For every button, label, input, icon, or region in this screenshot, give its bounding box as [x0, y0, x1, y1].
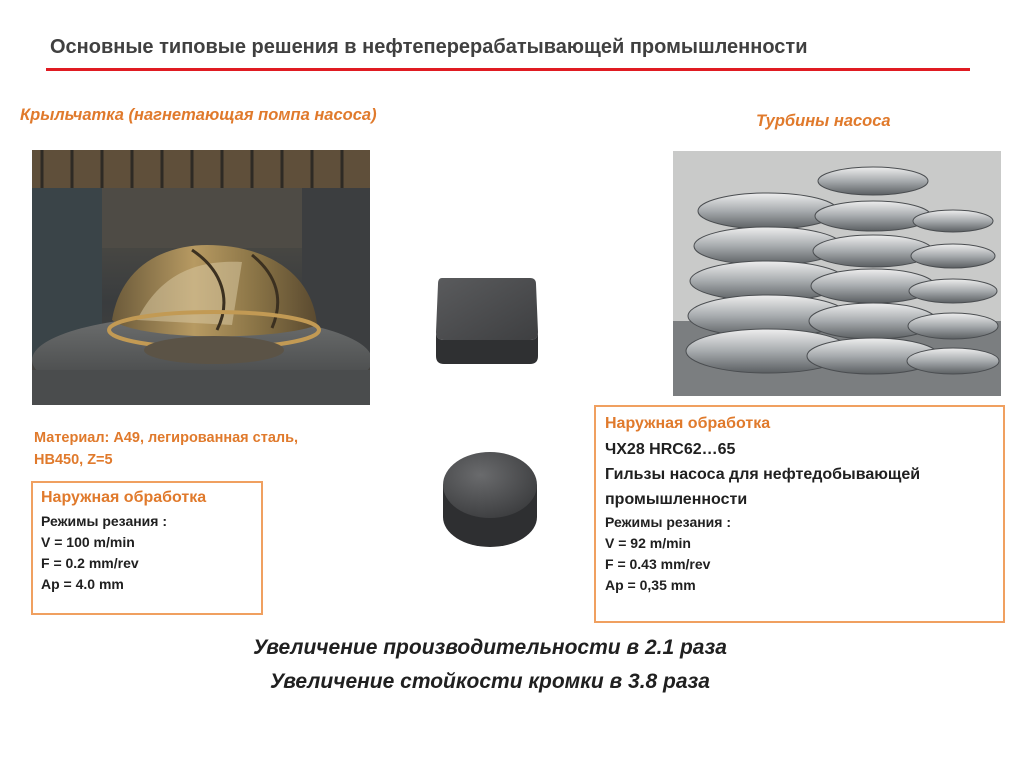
impeller-heading: Крыльчатка (нагнетающая помпа насоса) [20, 106, 377, 124]
title-divider [46, 68, 970, 71]
left-box-heading: Наружная обработка [41, 489, 207, 506]
summary-productivity: Увеличение производительности в 2.1 раза [253, 636, 727, 659]
right-box-big-line: Гильзы насоса для нефтедобывающей [605, 466, 921, 483]
left-box-line: Режимы резания : [41, 513, 168, 529]
right-box-big-line: промышленности [605, 491, 748, 508]
square-insert-icon [430, 272, 546, 370]
right-box-line: V = 92 m/min [605, 535, 691, 551]
round-insert-image [440, 447, 540, 558]
left-box-line: Ap = 4.0 mm [41, 576, 124, 592]
slide-title: Основные типовые решения в нефтеперерабатывающей промышленности [50, 36, 808, 58]
right-box-heading: Наружная обработка [605, 415, 771, 432]
material-line-1: Материал: А49, легированная сталь, [34, 430, 299, 446]
right-box-line: Ap = 0,35 mm [605, 577, 696, 593]
round-insert-icon [440, 447, 540, 553]
left-cutting-parameters-box [31, 481, 263, 615]
left-box-line: F = 0.2 mm/rev [41, 555, 139, 571]
material-line-2: HB450, Z=5 [34, 452, 113, 468]
material-description [34, 427, 374, 471]
left-box-line: V = 100 m/min [41, 534, 135, 550]
turbines-heading: Турбины насоса [756, 112, 891, 130]
square-insert-image [430, 272, 546, 375]
turbines-photo [673, 151, 1001, 396]
turbines-illustration [673, 151, 1001, 396]
right-cutting-parameters-box [594, 405, 1005, 623]
impeller-photo [32, 150, 370, 405]
summary-edge-life: Увеличение стойкости кромки в 3.8 раза [270, 670, 710, 693]
right-box-big-line: ЧХ28 HRC62…65 [605, 441, 736, 458]
right-box-line: F = 0.43 mm/rev [605, 556, 711, 572]
impeller-illustration [32, 150, 370, 405]
right-box-line: Режимы резания : [605, 514, 732, 530]
